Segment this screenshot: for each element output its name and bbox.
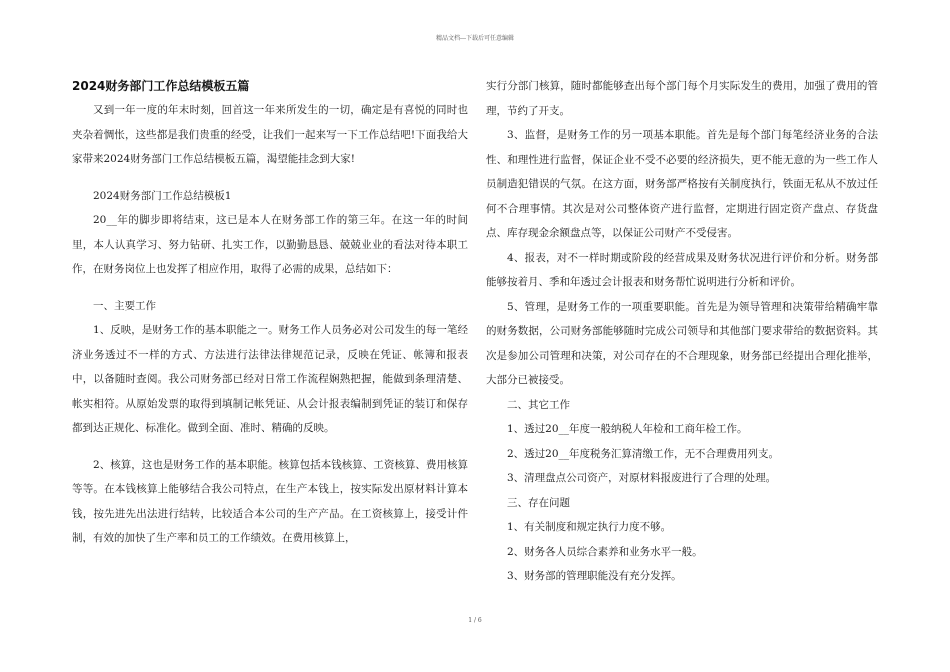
list-item: 3、财务部的管理职能没有充分发挥。 [507,570,682,582]
left-column [72,74,468,551]
list-item: 3、清理盘点公司资产，对原材料报废进行了合理的处理。 [507,472,777,484]
section-heading: 一、主要工作 [93,299,156,312]
list-item: 2、透过20__年度税务汇算清缴工作，无不合理费用列支。 [507,447,780,460]
list-item: 1、有关制度和规定执行力度不够。 [507,521,672,533]
section-subtitle: 2024财务部门工作总结模板1 [93,189,232,202]
list-item: 1、透过20__年度一般纳税人年检和工商年检工作。 [507,423,748,435]
page-header: 精品文档---下载后可任意编辑 [435,35,515,42]
body-paragraph: 2、核算，这也是财务工作的基本职能。核算包括本钱核算、工资核算、费用核算等等。在本钱核算上能够结合我公司特点，在生产本钱上，按实际发出原材料计算本钱，按先进先出法进行结转，比较适合本公司的生产产品。在工资核算上，接受计件制，有效的加快了生产率和员工的工作绩效。在费用核算上， [72,458,468,544]
section-heading: 二、其它工作 [507,398,570,411]
body-paragraph: 20__年的脚步即将结束，这已是本人在财务部工作的第三年。在这一年的时间里，本人认真学习、努力钻研、扎实工作，以勤勤恳恳、兢兢业业的看法对待本职工作，在财务岗位上也发挥了相应作用，取得了必需的成果，总结如下： [72,214,468,275]
section-heading: 三、存在问题 [507,496,570,509]
body-paragraph: 5、管理，是财务工作的一项重要职能。首先是为领导管理和决策带给精确牢靠的财务数据，公司财务部能够随时完成公司领导和其他部门要求带给的数据资料。其次是参加公司管理和决策，对公司存在的不合理现象，财务部已经提出合理化推举，大部分已被接受。 [486,300,878,386]
list-item: 2、财务各人员综合素养和业务水平一般。 [507,545,703,558]
page-number: 1 / 6 [468,617,482,624]
intro-paragraph: 又到一年一度的年末时刻，回首这一年来所发生的一切，确定是有喜悦的同时也夹杂着惆怅，这些都是我们贵重的经受，让我们一起来写一下工作总结吧!下面我给大家带来2024财务部门工作总结模板五篇，渴望能挂念到大家! [72,104,468,165]
body-paragraph: 4、报表，对不一样时期或阶段的经营成果及财务状况进行评价和分析。财务部能够按着月、季和年透过会计报表和财务帮忙说明进行分析和评价。 [486,251,878,288]
body-paragraph: 1、反映，是财务工作的基本职能之一。财务工作人员务必对公司发生的每一笔经济业务透过不一样的方式、方法进行法律法律规范记录，反映在凭证、帐簿和报表中，以备随时查阅。我公司财务部已经对日常工作流程娴熟把握，能做到条理清楚、帐实相符。从原始发票的取得到填制记帐凭证、从会计报表编制到凭证的装订和保存都到达正规化、标准化。做到全面、准时、精确的反映。 [72,324,468,434]
right-column [486,74,878,589]
body-paragraph: 实行分部门核算，随时都能够查出每个部门每个月实际发生的费用，加强了费用的管理，节约了开支。 [486,80,878,117]
body-paragraph: 3、监督，是财务工作的另一项基本职能。首先是每个部门每笔经济业务的合法性、和理性进行监督，保证企业不受不必要的经济损失，更不能无意的为一些工作人员制造犯错误的气氛。在这方面，财务部严格按有关制度执行，铁面无私从不放过任何不合理事情。其次是对公司整体资产进行监督，定期进行固定资产盘点、存货盘点、库存现金余额盘点等，以保证公司财产不受侵害。 [486,129,878,239]
document-title: 2024财务部门工作总结模板五篇 [72,79,250,93]
